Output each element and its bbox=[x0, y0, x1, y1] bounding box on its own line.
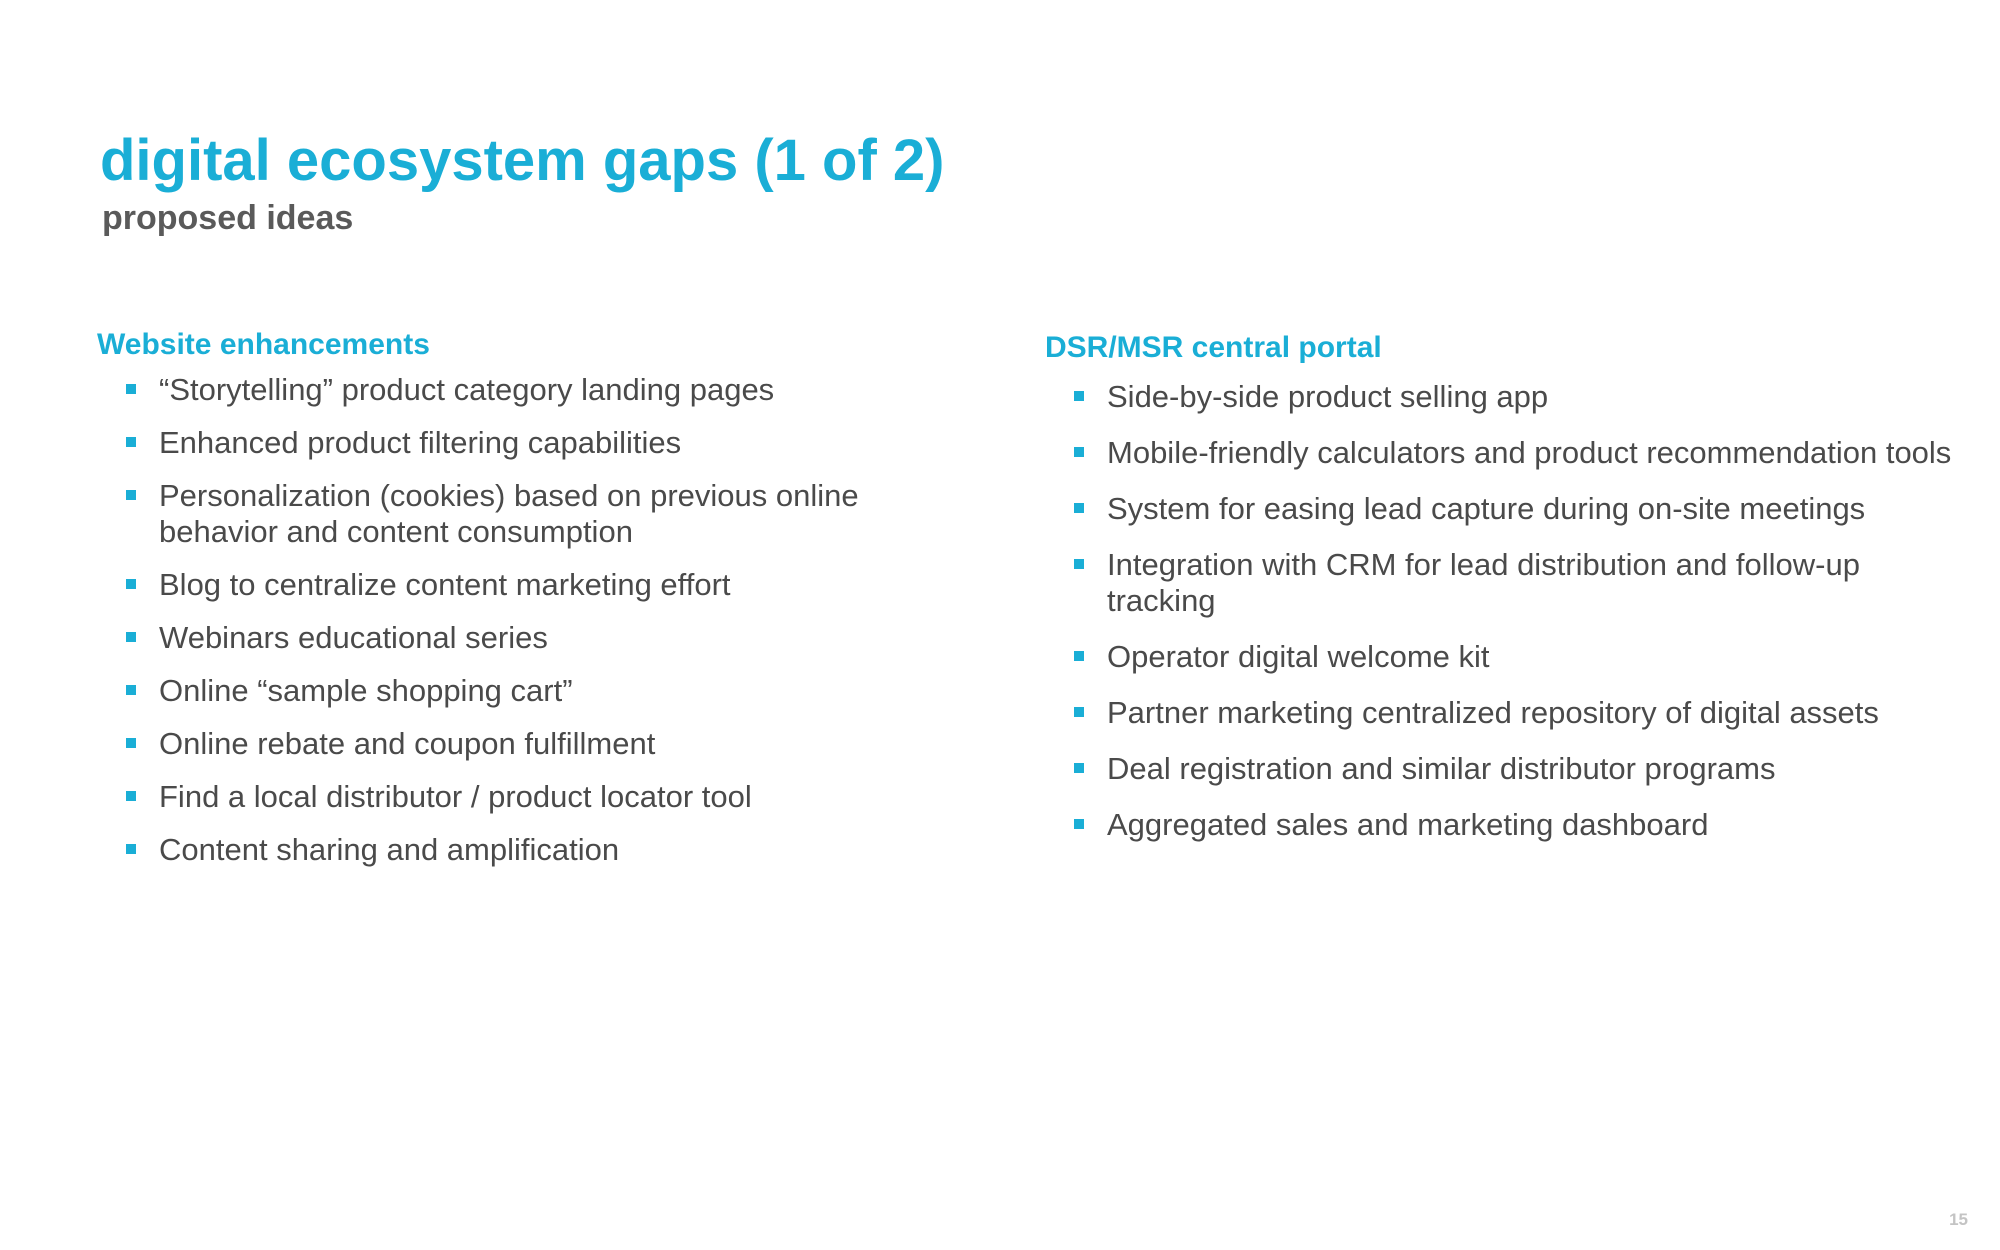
square-bullet-icon bbox=[126, 791, 136, 801]
square-bullet-icon bbox=[126, 685, 136, 695]
square-bullet-icon bbox=[126, 738, 136, 748]
list-item bbox=[1045, 639, 1965, 675]
list-item-text: Side-by-side product selling app bbox=[1107, 379, 1549, 414]
list-item-text: Find a local distributor / product locator tool bbox=[159, 779, 752, 814]
list-item-text: Mobile-friendly calculators and product recommendation tools bbox=[1107, 435, 1952, 470]
list-item-text: Webinars educational series bbox=[159, 620, 548, 655]
square-bullet-icon bbox=[1074, 651, 1084, 661]
bullet-list bbox=[1045, 379, 1965, 843]
list-item bbox=[97, 425, 957, 461]
square-bullet-icon bbox=[1074, 391, 1084, 401]
square-bullet-icon bbox=[1074, 763, 1084, 773]
list-item-text: Personalization (cookies) based on previous online behavior and content consumption bbox=[159, 478, 859, 549]
square-bullet-icon bbox=[126, 384, 136, 394]
list-item-text: Content sharing and amplification bbox=[159, 832, 620, 867]
list-item bbox=[1045, 491, 1965, 527]
list-item-text: Aggregated sales and marketing dashboard bbox=[1107, 807, 1709, 842]
square-bullet-icon bbox=[126, 579, 136, 589]
square-bullet-icon bbox=[126, 437, 136, 447]
square-bullet-icon bbox=[1074, 559, 1084, 569]
list-item bbox=[1045, 379, 1965, 415]
page-number: 15 bbox=[1949, 1210, 1968, 1229]
list-item-text: Partner marketing centralized repository of digital assets bbox=[1107, 695, 1879, 730]
square-bullet-icon bbox=[126, 844, 136, 854]
list-item bbox=[1045, 695, 1965, 731]
list-item bbox=[1045, 751, 1965, 787]
list-item-text: Online rebate and coupon fulfillment bbox=[159, 726, 656, 761]
square-bullet-icon bbox=[126, 632, 136, 642]
list-item-text: “Storytelling” product category landing pages bbox=[159, 372, 775, 407]
list-item-text: Integration with CRM for lead distribution and follow-up tracking bbox=[1107, 547, 1860, 618]
central-portal-section bbox=[1045, 328, 1965, 863]
slide-title: digital ecosystem gaps (1 of 2) bbox=[100, 128, 945, 193]
section-heading: Website enhancements bbox=[97, 328, 430, 361]
square-bullet-icon bbox=[126, 490, 136, 500]
list-item-text: System for easing lead capture during on-site meetings bbox=[1107, 491, 1866, 526]
list-item-text: Deal registration and similar distributor programs bbox=[1107, 751, 1776, 786]
square-bullet-icon bbox=[1074, 447, 1084, 457]
list-item-text: Operator digital welcome kit bbox=[1107, 639, 1490, 674]
square-bullet-icon bbox=[1074, 503, 1084, 513]
list-item bbox=[97, 832, 957, 868]
bullet-list bbox=[97, 372, 957, 868]
section-heading: DSR/MSR central portal bbox=[1045, 331, 1382, 364]
list-item bbox=[97, 779, 957, 815]
list-item bbox=[97, 620, 957, 656]
website-enhancements-section bbox=[97, 325, 957, 885]
list-item bbox=[97, 673, 957, 709]
list-item bbox=[97, 726, 957, 762]
list-item bbox=[1045, 807, 1965, 843]
slide-subtitle: proposed ideas bbox=[102, 199, 354, 237]
list-item bbox=[97, 567, 957, 603]
list-item bbox=[97, 478, 957, 550]
list-item-text: Online “sample shopping cart” bbox=[159, 673, 573, 708]
list-item-text: Blog to centralize content marketing effort bbox=[159, 567, 731, 602]
list-item bbox=[1045, 435, 1965, 471]
list-item bbox=[97, 372, 957, 408]
square-bullet-icon bbox=[1074, 819, 1084, 829]
list-item bbox=[1045, 547, 1965, 619]
square-bullet-icon bbox=[1074, 707, 1084, 717]
list-item-text: Enhanced product filtering capabilities bbox=[159, 425, 682, 460]
